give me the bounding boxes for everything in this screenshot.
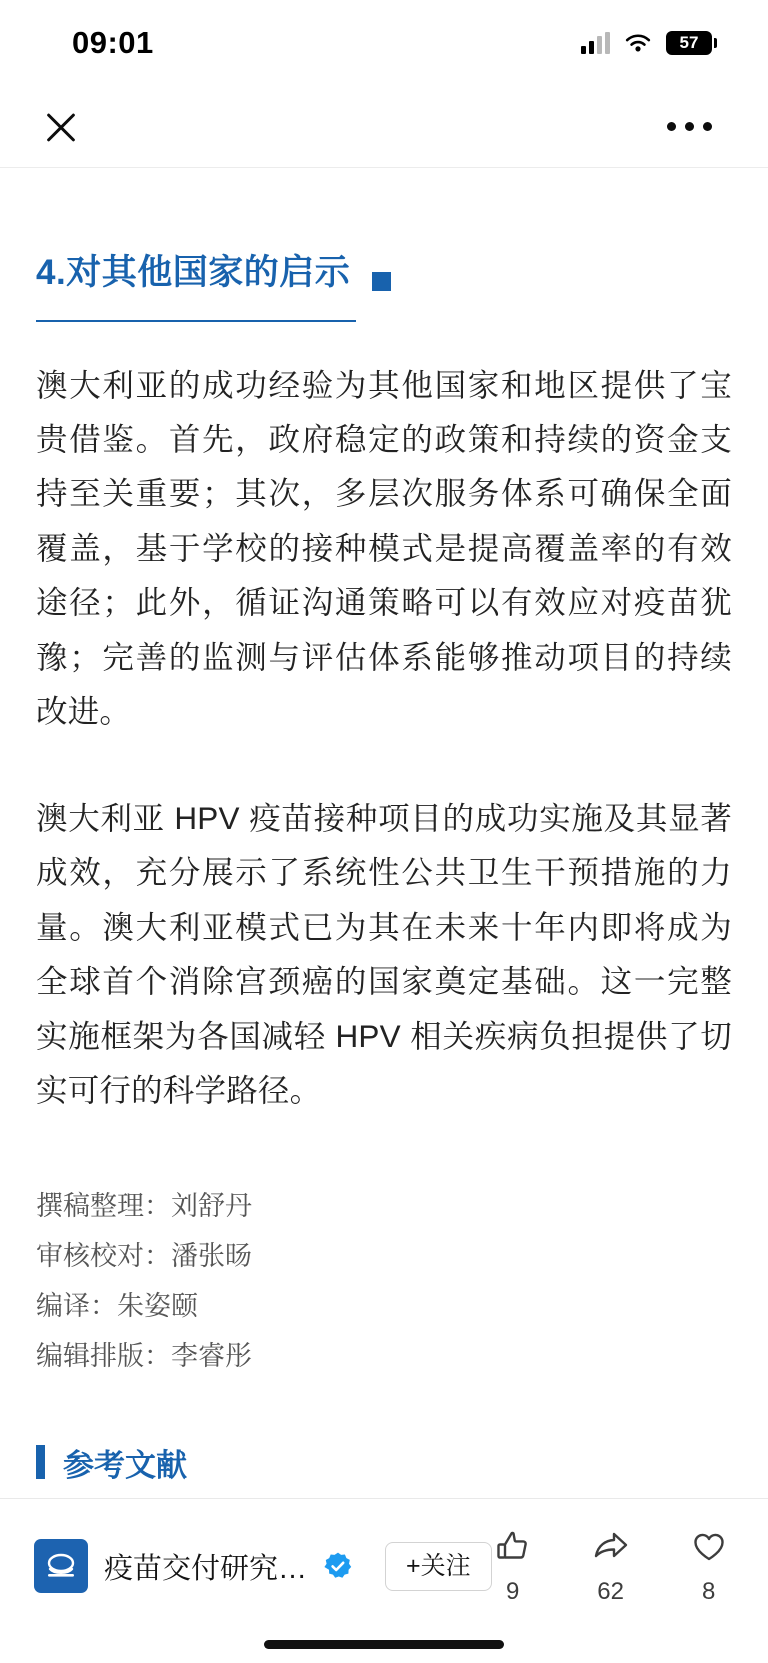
credit-line-writer: 撰稿整理：刘舒丹 (36, 1190, 252, 1221)
verified-badge-icon (323, 1551, 353, 1581)
engagement-metrics (492, 1526, 742, 1606)
avatar-glyph-icon (34, 1539, 88, 1593)
status-bar (0, 0, 768, 86)
section-heading (36, 250, 732, 322)
heading-underline (36, 320, 356, 322)
heart-icon (688, 1526, 730, 1568)
status-indicators (581, 31, 712, 55)
nav-bar (0, 86, 768, 168)
section-title: 4.对其他国家的启示 (36, 253, 351, 292)
favorite-count: 8 (701, 1578, 716, 1605)
like-count: 9 (505, 1578, 520, 1605)
battery-level: 57 (679, 33, 699, 52)
share-count: 62 (597, 1578, 624, 1605)
battery-icon (666, 31, 712, 55)
credits-block (36, 1182, 732, 1382)
home-indicator (264, 1640, 504, 1649)
article-content (0, 250, 768, 1485)
references-heading (36, 1440, 732, 1485)
thumbs-up-icon (492, 1526, 534, 1568)
credit-line-translator: 编译：朱姿颐 (36, 1290, 198, 1321)
share-metric[interactable] (590, 1526, 632, 1606)
favorite-metric[interactable] (688, 1526, 730, 1606)
status-time: 09:01 (72, 25, 154, 60)
credit-line-editor: 编辑排版：李睿彤 (36, 1340, 252, 1371)
references-title: 参考文献 (63, 1447, 187, 1483)
cellular-signal-icon (581, 32, 610, 54)
share-icon (590, 1526, 632, 1568)
account-info[interactable] (34, 1539, 492, 1593)
heading-square-icon (372, 272, 391, 291)
more-options-icon[interactable] (663, 112, 716, 141)
follow-button[interactable]: +关注 (385, 1542, 492, 1591)
close-icon[interactable] (34, 100, 88, 154)
like-metric[interactable] (492, 1526, 534, 1606)
bottom-action-bar (0, 1498, 768, 1663)
paragraph-2: 澳大利亚 HPV 疫苗接种项目的成功实施及其显著成效，充分展示了系统性公共卫生干预措施的力量。澳大利亚模式已为其在未来十年内即将成为全球首个消除宫颈癌的国家奠定基础。这一完整实施框架为各国减轻 HPV 相关疾病负担提供了切实可行的科学路径。 (36, 799, 732, 1109)
account-name: 疫苗交付研究… (104, 1552, 308, 1585)
wifi-icon (624, 32, 652, 54)
credit-line-reviewer: 审核校对：潘张旸 (36, 1240, 252, 1271)
avatar[interactable] (34, 1539, 88, 1593)
paragraph-1: 澳大利亚的成功经验为其他国家和地区提供了宝贵借鉴。首先，政府稳定的政策和持续的资金支持至关重要；其次，多层次服务体系可确保全面覆盖，基于学校的接种模式是提高覆盖率的有效途径；此外，循证沟通策略可以有效应对疫苗犹豫；完善的监测与评估体系能够推动项目的持续改进。 (36, 366, 732, 730)
references-bar-icon (36, 1445, 45, 1479)
